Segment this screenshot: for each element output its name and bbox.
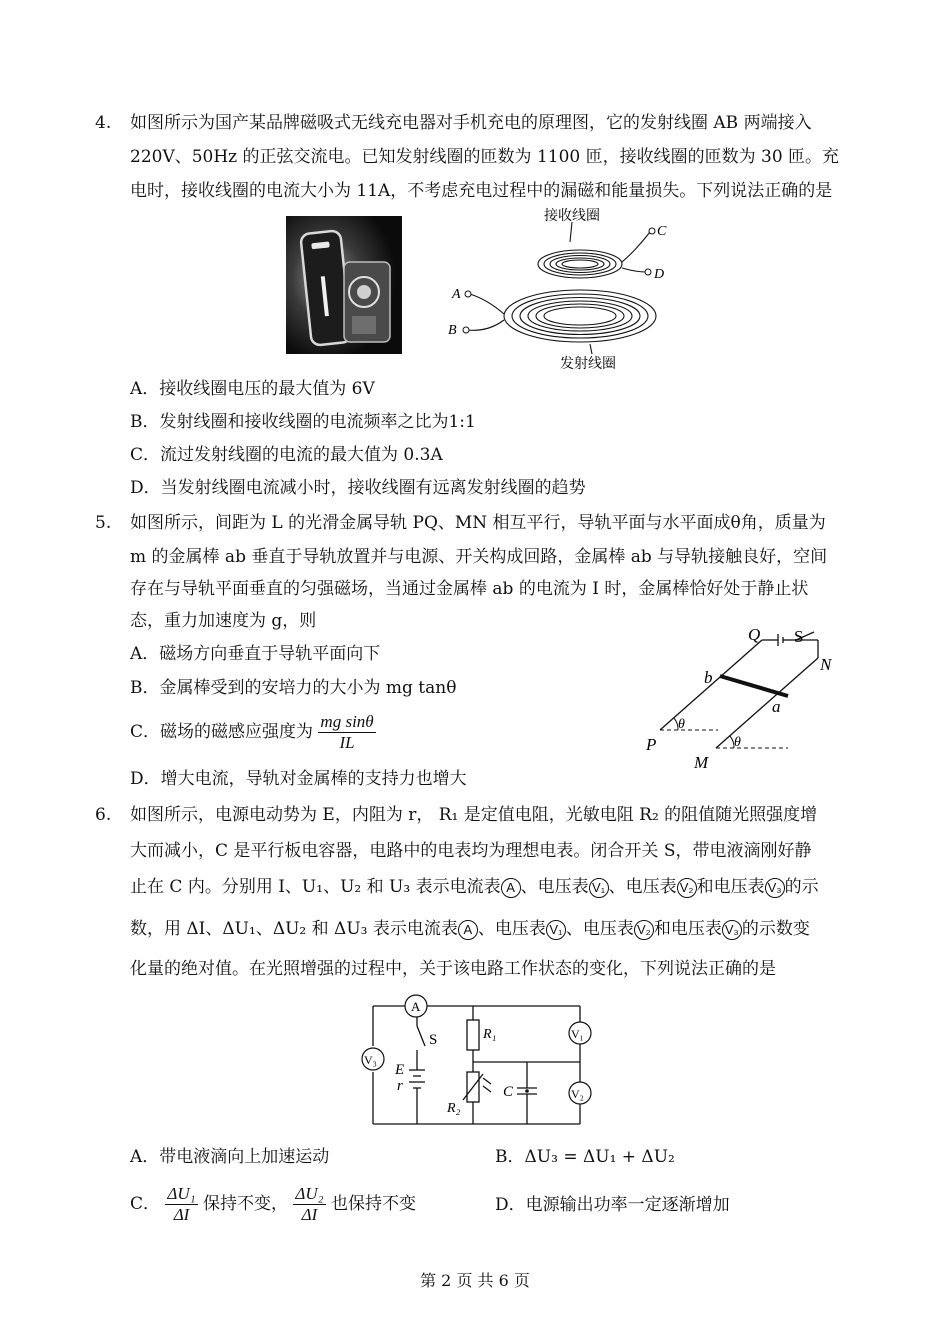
q6-line-1: 如图所示，电源电动势为 E，内阻为 r， R₁ 是定值电阻，光敏电阻 R₂ 的阻值随光照强度增 [130, 805, 818, 825]
q4-option-d: D．当发射线圈电流减小时，接收线圈有远离发射线圈的趋势 [130, 478, 586, 498]
coil-diagram [440, 204, 670, 374]
ammeter-symbol: A [458, 920, 478, 940]
circuit-switch-label: S [429, 1032, 438, 1048]
q4-option-b: B．发射线圈和接收线圈的电流频率之比为1:1 [130, 412, 476, 432]
phone-charger-photo [286, 216, 402, 354]
q5-option-c-denominator: IL [339, 733, 355, 752]
q6-line-3: 止在 C 内。分别用 I、U₁、U₂ 和 U₃ 表示电流表 A 、电压表 V₁ 、电压表 V₂ 和电压表 V₃ 的示 [130, 877, 819, 897]
q4-line-3: 电时，接收线圈的电流大小为 11A，不考虑充电过程中的漏磁和能量损失。下列说法正确的是 [130, 181, 833, 201]
ammeter-symbol: A [501, 878, 521, 898]
q6-line-4-suffix: 的示数变 [741, 919, 810, 939]
circuit-r2-label: R₂ [447, 1101, 461, 1116]
q6-number: 6. [95, 805, 112, 825]
circuit-r1-label: R₁ [483, 1027, 497, 1042]
rail-label-n: N [820, 655, 832, 674]
rail-label-q: Q [748, 625, 761, 644]
circuit-diagram [355, 992, 605, 1130]
q6-line-2: 大而减小，C 是平行板电容器，电路中的电表均为理想电表。闭合开关 S，带电液滴刚好静 [130, 841, 812, 861]
rail-label-s: S [794, 627, 804, 646]
circuit-emf-label: E [395, 1062, 405, 1078]
circuit-capacitor-label: C [503, 1084, 514, 1100]
q6-line-3-prefix: 止在 C 内。分别用 I、U₁、U₂ 和 U₃ 表示电流表 [130, 877, 501, 897]
q6-option-d: D．电源输出功率一定逐渐增加 [495, 1195, 730, 1215]
rail-label-b: b [704, 668, 713, 687]
q5-option-c-numerator: mg sinθ [320, 712, 374, 731]
voltmeter-1-symbol: V₁ [589, 878, 609, 898]
circuit-v3-label: V₃ [364, 1053, 377, 1067]
q6-line-4: 数，用 ΔI、ΔU₁、ΔU₂ 和 ΔU₃ 表示电流表 A 、电压表 V₁ 、电压表 V₂ 和电压表 V₃ 的示数变 [130, 919, 810, 939]
coil-terminal-d: D [654, 267, 665, 282]
voltmeter-1-symbol: V₁ [546, 920, 566, 940]
q4-option-a: A．接收线圈电压的最大值为 6V [130, 379, 375, 399]
q5-option-a: A．磁场方向垂直于导轨平面向下 [130, 644, 381, 664]
q5-line-4: 态，重力加速度为 g，则 [130, 611, 317, 631]
circuit-v1-label: V₁ [571, 1027, 584, 1041]
q6-option-c-fraction-1: $\frac{\text{ΔU₁}}{\Delta I}$ [167, 1184, 196, 1224]
page-footer: 第 2 页 共 6 页 [420, 1271, 530, 1290]
circuit-ammeter-label: A [411, 999, 421, 1014]
receive-coil-label: 接收线圈 [544, 208, 600, 224]
q4-option-c: C．流过发射线圈的电流的最大值为 0.3A [130, 445, 443, 465]
q5-line-3: 存在与导轨平面垂直的匀强磁场，当通过金属棒 ab 的电流为 I 时，金属棒恰好处于静止状 [130, 579, 809, 599]
q4-line-2: 220V、50Hz 的正弦交流电。已知发射线圈的匝数为 1100 匝，接收线圈的匝数为 30 匝。充 [130, 147, 840, 167]
q5-option-c-fraction [318, 712, 375, 753]
coil-terminal-c: C [657, 224, 667, 239]
q6-line-3-suffix: 的示 [784, 877, 819, 897]
q6-line-4-prefix: 数，用 ΔI、ΔU₁、ΔU₂ 和 ΔU₃ 表示电流表 [130, 919, 458, 939]
q6-option-a: A．带电液滴向上加速运动 [130, 1147, 330, 1167]
q5-option-b: B．金属棒受到的安培力的大小为 mg tanθ [130, 678, 457, 698]
voltmeter-3-symbol: V₃ [765, 878, 785, 898]
rail-label-m: M [694, 753, 709, 772]
voltmeter-2-symbol: V₂ [634, 920, 654, 940]
circuit-internal-resistance-label: r [397, 1078, 403, 1094]
rail-label-a: a [772, 697, 781, 716]
q5-option-c [130, 712, 376, 753]
q6-option-c: C． $\frac{\text{ΔU₁}}{\Delta I}$ 保持不变， $\frac{\text{ΔU₂}}{\Delta I}$ 也保持不变 [130, 1184, 416, 1224]
q5-line-2: m 的金属棒 ab 垂直于导轨放置并与电源、开关构成回路，金属棒 ab 与导轨接触良好，空间 [130, 547, 828, 567]
rail-label-p: P [646, 735, 657, 754]
rail-diagram [638, 620, 858, 775]
transmit-coil-label: 发射线圈 [560, 356, 616, 372]
q4-line-1: 如图所示为国产某品牌磁吸式无线充电器对手机充电的原理图，它的发射线圈 AB 两端接入 [130, 113, 812, 133]
voltmeter-2-symbol: V₂ [677, 878, 697, 898]
q5-line-1: 如图所示，间距为 L 的光滑金属导轨 PQ、MN 相互平行，导轨平面与水平面成θ角，质量为 [130, 513, 826, 533]
q5-option-d: D．增大电流，导轨对金属棒的支持力也增大 [130, 769, 467, 789]
coil-terminal-b: B [448, 323, 457, 338]
q6-line-5: 化量的绝对值。在光照增强的过程中，关于该电路工作状态的变化，下列说法正确的是 [130, 959, 776, 979]
coil-terminal-a: A [452, 287, 461, 302]
q5-option-c-prefix: C．磁场的磁感应强度为 [130, 722, 314, 742]
q5-number: 5. [95, 513, 112, 533]
voltmeter-3-symbol: V₃ [722, 920, 742, 940]
q4-number: 4. [95, 113, 112, 133]
circuit-v2-label: V₂ [571, 1087, 584, 1101]
q6-option-b: B．ΔU₃ = ΔU₁ + ΔU₂ [495, 1147, 675, 1167]
rail-angle-theta-1: θ [678, 717, 685, 732]
rail-angle-theta-2: θ [734, 735, 741, 750]
q6-option-c-fraction-2: $\frac{\text{ΔU₂}}{\Delta I}$ [295, 1184, 324, 1224]
